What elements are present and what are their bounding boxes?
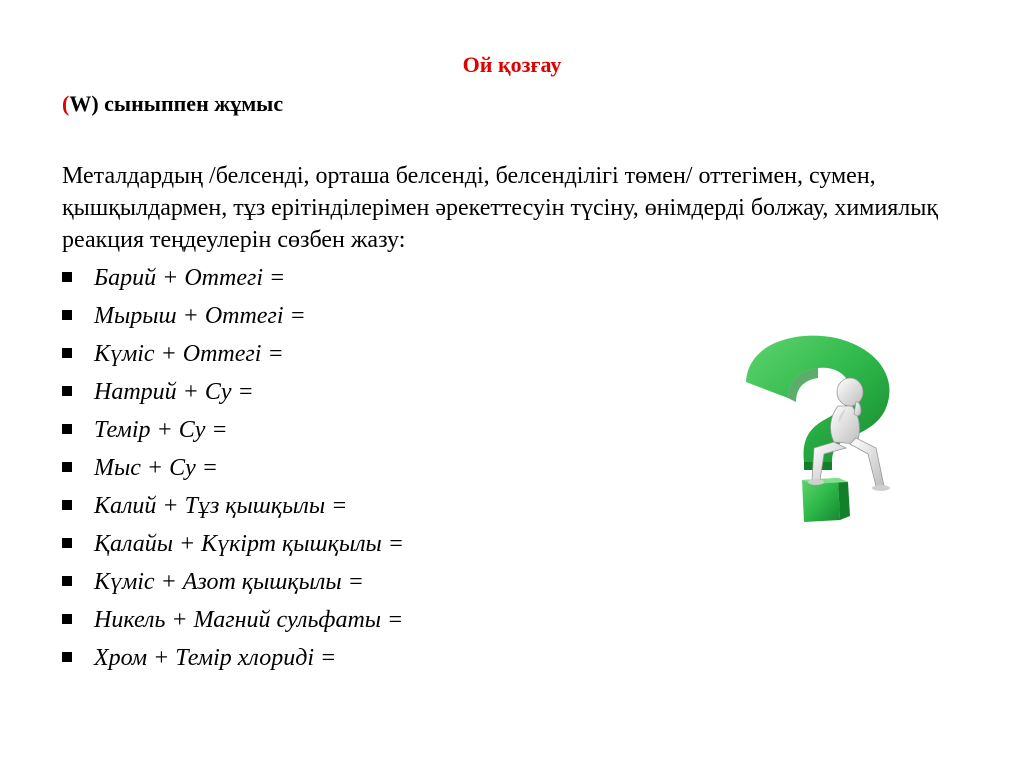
subtitle-text: W) сыныппен жұмыс bbox=[69, 91, 284, 116]
bullet-square-icon bbox=[62, 424, 72, 434]
bullet-square-icon bbox=[62, 576, 72, 586]
instruction-text: Металдардың /белсенді, орташа белсенді, белсенділігі төмен/ оттегімен, сумен, қышқылдармен, тұз ерітінділерімен әрекеттесуін түсіну, өнімдерді болжау, химиялық реакция теңдеулерін сөзбен жазу: bbox=[62, 163, 938, 253]
bullet-square-icon bbox=[62, 614, 72, 624]
bullet-square-icon bbox=[62, 386, 72, 396]
slide-subtitle bbox=[62, 91, 283, 117]
question-mark-thinking-figure-icon bbox=[738, 330, 908, 530]
slide-title: Ой қозғау bbox=[462, 52, 562, 77]
reaction-item: Мырыш + Оттегі = bbox=[62, 297, 404, 335]
reaction-item: Калий + Тұз қышқылы = bbox=[62, 487, 404, 525]
subtitle-paren: ( bbox=[62, 91, 70, 116]
bullet-square-icon bbox=[62, 538, 72, 548]
reaction-item: Қалайы + Күкірт қышқылы = bbox=[62, 525, 404, 563]
reaction-item: Барий + Оттегі = bbox=[62, 259, 404, 297]
bullet-square-icon bbox=[62, 272, 72, 282]
bullet-square-icon bbox=[62, 310, 72, 320]
bullet-square-icon bbox=[62, 652, 72, 662]
reaction-item: Күміс + Оттегі = bbox=[62, 335, 404, 373]
reaction-item: Темір + Су = bbox=[62, 411, 404, 449]
reaction-item: Никель + Магний сульфаты = bbox=[62, 601, 404, 639]
reaction-item: Хром + Темір хлориді = bbox=[62, 639, 404, 677]
bullet-square-icon bbox=[62, 462, 72, 472]
reaction-item: Мыс + Су = bbox=[62, 449, 404, 487]
reaction-list bbox=[62, 259, 404, 677]
reaction-item: Натрий + Су = bbox=[62, 373, 404, 411]
bullet-square-icon bbox=[62, 500, 72, 510]
bullet-square-icon bbox=[62, 348, 72, 358]
reaction-item: Күміс + Азот қышқылы = bbox=[62, 563, 404, 601]
